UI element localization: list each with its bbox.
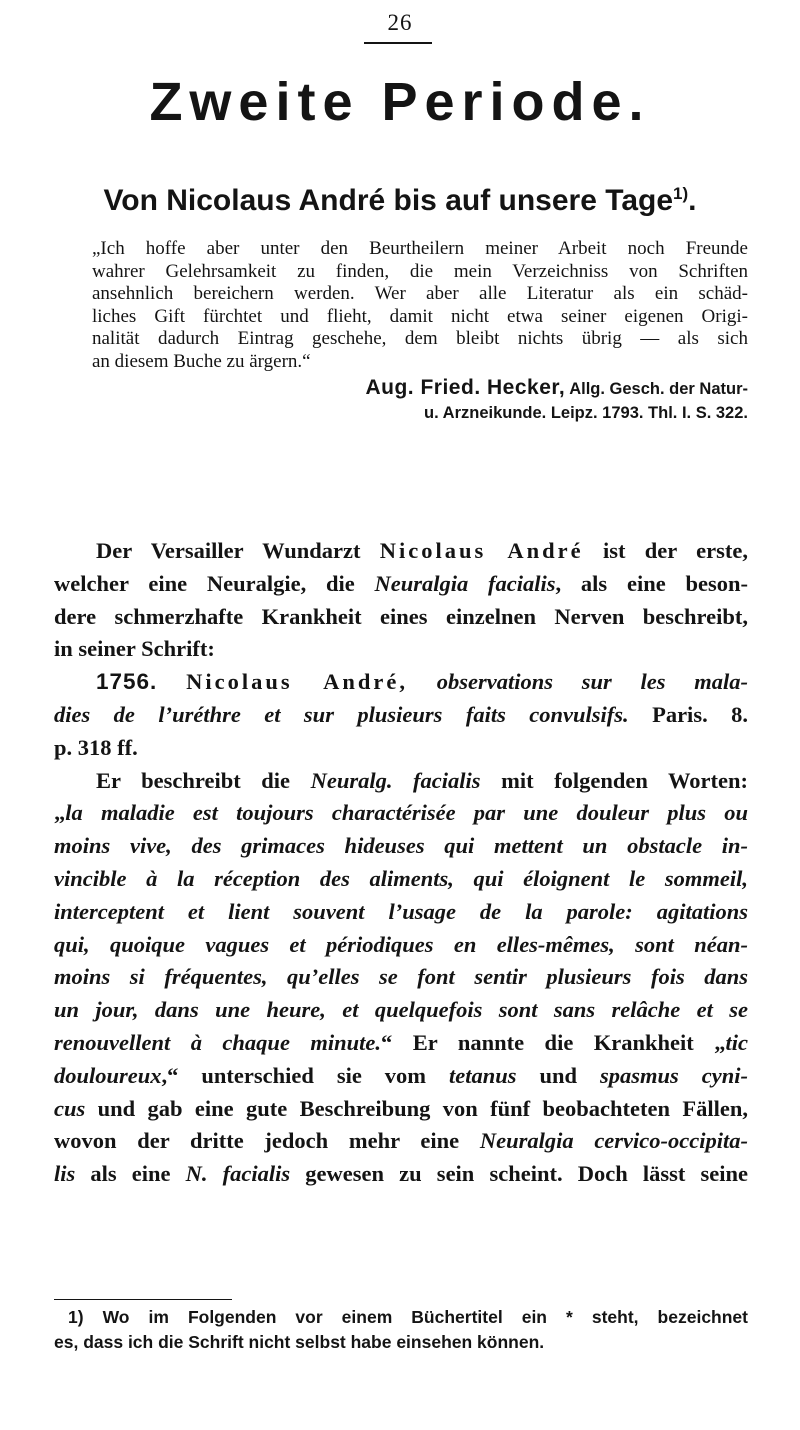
text-line: „la maladie est toujours charactérisée par une douleur plus ou — [54, 800, 748, 826]
epigraph-line: wahrer Gelehrsamkeit zu finden, die mein Verzeichniss von Schriften — [92, 260, 748, 282]
epigraph-line: „Ich hoffe aber unter den Beurtheilern meiner Arbeit noch Freunde — [92, 238, 748, 259]
text-line: p. 318 ff. — [54, 734, 138, 760]
text-line: moins vive, des grimaces hideuses qui mettent un obstacle in- — [54, 833, 748, 859]
epigraph-source-cont: u. Arzneikunde. Leipz. 1793. Thl. I. S. 322. — [424, 404, 748, 422]
subtitle-text: Von Nicolaus André bis auf unsere Tage — [103, 184, 674, 217]
text-line: douloureux,“ unterschied sie vom tetanus und spasmus cyni- — [54, 1062, 748, 1088]
text-line: wovon der dritte jedoch mehr eine Neuralgia cervico-occipita- — [54, 1128, 748, 1154]
text-line: Er beschreibt die Neuralg. facialis mit folgenden Worten: — [96, 767, 749, 793]
text-line: 1756. Nicolaus André, observations sur les mala- — [96, 669, 749, 695]
footnote — [54, 1305, 748, 1355]
chapter-title: Zweite Periode. — [149, 72, 651, 132]
text-line: in seiner Schrift: — [54, 636, 215, 662]
text-line: welcher eine Neuralgie, die Neuralgia facialis, als eine beson- — [54, 570, 748, 596]
text-line: vincible à la réception des aliments, qui éloignent le sommeil, — [54, 865, 748, 891]
footnote-marker: 1) — [673, 184, 689, 203]
epigraph-author: Aug. Fried. Hecker, — [365, 376, 566, 399]
footnote-rule — [54, 1299, 232, 1300]
text-line: lis als eine N. facialis gewesen zu sein scheint. Doch lässt seine — [54, 1161, 748, 1187]
text-line: qui, quoique vagues et périodiques en elles-mêmes, sont néan- — [54, 931, 748, 957]
epigraph — [92, 238, 748, 373]
text-line: cus und gab eine gute Beschreibung von fünf beobachteten Fällen, — [54, 1095, 748, 1121]
text-line: interceptent et lient souvent l’usage de la parole: agitations — [54, 898, 748, 924]
text-line: dies de l’uréthre et sur plusieurs faits convulsifs. Paris. 8. — [54, 701, 748, 727]
epigraph-line: ansehnlich bereichern werden. Wer aber alle Literatur als ein schäd- — [92, 283, 748, 304]
epigraph-line: an diesem Buche zu ärgern.“ — [92, 350, 311, 372]
footnote-line: es, dass ich die Schrift nicht selbst habe einsehen können. — [54, 1332, 545, 1352]
text-line: renouvellent à chaque minute.“ Er nannte die Krankheit „tic — [54, 1029, 748, 1055]
epigraph-attribution — [92, 376, 748, 425]
footnote-line: 1) Wo im Folgenden vor einem Büchertitel ein * steht, bezeichnet — [68, 1307, 748, 1327]
page-number-rule — [364, 42, 432, 44]
epigraph-line: liches Gift fürchtet und flieht, damit nicht etwa seiner eigenen Origi- — [92, 305, 748, 327]
epigraph-source: Allg. Gesch. der Natur- — [569, 380, 748, 398]
text-line: moins si fréquentes, qu’elles se font sentir plusieurs fois dans — [54, 964, 748, 990]
page-number: 26 — [387, 10, 413, 35]
text-line: un jour, dans une heure, et quelquefois sont sans relâche et se — [54, 997, 748, 1023]
text-line: dere schmerzhafte Krankheit eines einzelnen Nerven beschreibt, — [54, 603, 748, 629]
epigraph-line: nalität dadurch Eintrag geschehe, dem bleibt nichts übrig — als sich — [92, 328, 748, 349]
text-line: Der Versailler Wundarzt Nicolaus André ist der erste, — [96, 538, 749, 563]
chapter-subtitle: Von Nicolaus André bis auf unsere Tage$^{1)}$. — [103, 184, 697, 217]
body-text — [54, 535, 748, 1191]
